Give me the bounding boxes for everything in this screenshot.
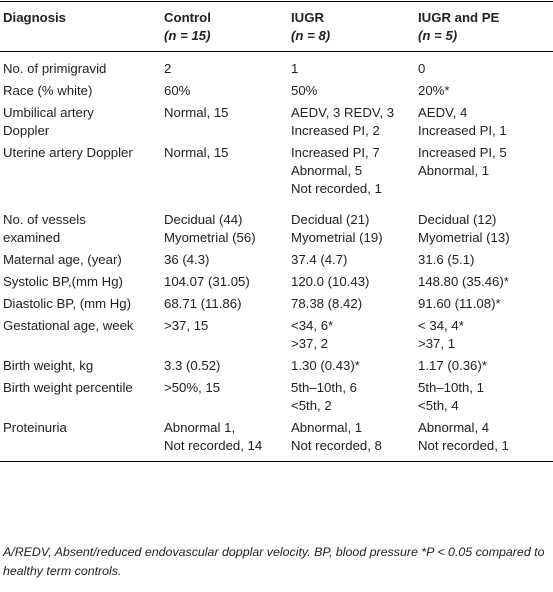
table-row — [0, 273, 553, 295]
control-cell-line: Normal, 15 — [164, 145, 229, 160]
control-cell-line: >50%, 15 — [164, 380, 221, 395]
row-label — [0, 52, 161, 83]
iugr-pe-cell-line: >37, 1 — [418, 336, 456, 351]
header-iugr-pe-n: (n = 5) — [418, 28, 458, 43]
iugr-cell — [288, 357, 415, 379]
iugr-pe-cell-line: 91.60 (11.08)* — [418, 296, 501, 311]
iugr-cell-line: >37, 2 — [291, 336, 329, 351]
iugr-pe-cell-line: Abnormal, 4 — [418, 420, 490, 435]
iugr-pe-cell-line: 31.6 (5.1) — [418, 252, 475, 267]
table-row — [0, 82, 553, 104]
control-cell — [161, 317, 288, 357]
iugr-cell — [288, 251, 415, 273]
table-row — [0, 104, 553, 144]
table-row — [0, 419, 553, 462]
iugr-pe-cell-line: Not recorded, 1 — [418, 438, 509, 453]
control-cell — [161, 419, 288, 462]
table-footnote: A/REDV, Absent/reduced endovascular dopplar velocity. BP, blood pressure *P < 0.05 compared to healthy term controls. — [3, 545, 545, 578]
iugr-cell-line: 5th–10th, 6 — [291, 380, 357, 395]
control-cell — [161, 295, 288, 317]
row-label-line: Birth weight, kg — [3, 358, 94, 373]
iugr-cell-line: 78.38 (8.42) — [291, 296, 363, 311]
control-cell — [161, 273, 288, 295]
iugr-pe-cell — [415, 295, 553, 317]
iugr-pe-cell-line: AEDV, 4 — [418, 105, 468, 120]
iugr-cell-line: Myometrial (19) — [291, 230, 383, 245]
iugr-cell-line: Not recorded, 1 — [291, 181, 382, 196]
header-iugr-pe — [415, 2, 553, 52]
row-label-line: Race (% white) — [3, 83, 93, 98]
table-row — [0, 144, 553, 202]
header-control-name: Control — [164, 10, 211, 25]
iugr-pe-cell — [415, 273, 553, 295]
iugr-cell-line: Abnormal, 5 — [291, 163, 363, 178]
iugr-pe-cell-line: <5th, 4 — [418, 398, 459, 413]
control-cell-line: Decidual (44) — [164, 212, 243, 227]
iugr-cell-line: Increased PI, 7 — [291, 145, 380, 160]
row-label-line: Uterine artery Doppler — [3, 145, 133, 160]
table-row — [0, 295, 553, 317]
row-label — [0, 104, 161, 144]
row-label — [0, 419, 161, 462]
iugr-pe-cell-line: Increased PI, 1 — [418, 123, 507, 138]
iugr-cell — [288, 144, 415, 202]
iugr-pe-cell-line: 148.80 (35.46)* — [418, 274, 509, 289]
iugr-cell-line: Not recorded, 8 — [291, 438, 382, 453]
row-label — [0, 317, 161, 357]
header-control-n: (n = 15) — [164, 28, 211, 43]
header-diagnosis: Diagnosis — [3, 10, 67, 25]
iugr-pe-cell — [415, 419, 553, 462]
header-iugr-pe-name: IUGR and PE — [418, 10, 500, 25]
row-label-line: Proteinuria — [3, 420, 67, 435]
control-cell-line: Normal, 15 — [164, 105, 229, 120]
iugr-cell-line: 37.4 (4.7) — [291, 252, 348, 267]
iugr-cell-line: <5th, 2 — [291, 398, 332, 413]
row-label — [0, 82, 161, 104]
table-row — [0, 379, 553, 419]
iugr-cell — [288, 104, 415, 144]
row-label-line: Diastolic BP, (mm Hg) — [3, 296, 131, 311]
row-label-line: examined — [3, 230, 61, 245]
table-row — [0, 202, 553, 251]
control-cell — [161, 202, 288, 251]
row-label — [0, 202, 161, 251]
row-label-line: Birth weight percentile — [3, 380, 133, 395]
row-label — [0, 357, 161, 379]
iugr-pe-cell-line: Abnormal, 1 — [418, 163, 490, 178]
iugr-cell — [288, 295, 415, 317]
header-control — [161, 2, 288, 52]
iugr-cell-line: 1.30 (0.43)* — [291, 358, 360, 373]
iugr-cell-line: <34, 6* — [291, 318, 334, 333]
iugr-cell-line: 50% — [291, 83, 318, 98]
table-header-row — [0, 2, 553, 52]
iugr-pe-cell — [415, 82, 553, 104]
iugr-cell — [288, 202, 415, 251]
control-cell-line: 60% — [164, 83, 191, 98]
table-body — [0, 52, 553, 462]
iugr-pe-cell-line: 1.17 (0.36)* — [418, 358, 487, 373]
table-row — [0, 251, 553, 273]
iugr-cell-line: 120.0 (10.43) — [291, 274, 370, 289]
iugr-pe-cell — [415, 379, 553, 419]
iugr-pe-cell — [415, 52, 553, 83]
iugr-pe-cell-line: < 34, 4* — [418, 318, 464, 333]
row-label-line: Gestational age, week — [3, 318, 134, 333]
patient-characteristics-table — [0, 1, 553, 462]
iugr-pe-cell — [415, 144, 553, 202]
iugr-cell-line: Decidual (21) — [291, 212, 370, 227]
row-label — [0, 379, 161, 419]
control-cell-line: Myometrial (56) — [164, 230, 256, 245]
control-cell — [161, 52, 288, 83]
row-label — [0, 295, 161, 317]
table-row — [0, 357, 553, 379]
header-iugr — [288, 2, 415, 52]
row-label-line: No. of vessels — [3, 212, 86, 227]
iugr-pe-cell-line: Myometrial (13) — [418, 230, 510, 245]
control-cell — [161, 379, 288, 419]
row-label-line: Umbilical artery — [3, 105, 94, 120]
iugr-cell-line: AEDV, 3 REDV, 3 — [291, 105, 395, 120]
table-row — [0, 317, 553, 357]
iugr-cell-line: Abnormal, 1 — [291, 420, 363, 435]
iugr-cell-line: 1 — [291, 61, 299, 76]
control-cell — [161, 104, 288, 144]
control-cell-line: 3.3 (0.52) — [164, 358, 221, 373]
iugr-pe-cell — [415, 104, 553, 144]
row-label — [0, 273, 161, 295]
iugr-pe-cell — [415, 202, 553, 251]
control-cell — [161, 144, 288, 202]
table-row — [0, 52, 553, 83]
iugr-pe-cell-line: Increased PI, 5 — [418, 145, 507, 160]
row-label-line: Doppler — [3, 123, 50, 138]
iugr-cell — [288, 317, 415, 357]
control-cell-line: 2 — [164, 61, 172, 76]
control-cell-line: >37, 15 — [164, 318, 209, 333]
iugr-pe-cell — [415, 251, 553, 273]
control-cell-line: 104.07 (31.05) — [164, 274, 250, 289]
control-cell — [161, 251, 288, 273]
iugr-cell — [288, 52, 415, 83]
control-cell-line: 36 (4.3) — [164, 252, 210, 267]
iugr-pe-cell-line: 5th–10th, 1 — [418, 380, 484, 395]
iugr-cell — [288, 419, 415, 462]
row-label — [0, 251, 161, 273]
row-label-line: No. of primigravid — [3, 61, 107, 76]
iugr-cell — [288, 273, 415, 295]
header-iugr-n: (n = 8) — [291, 28, 331, 43]
header-iugr-name: IUGR — [291, 10, 324, 25]
row-label-line: Maternal age, (year) — [3, 252, 122, 267]
iugr-pe-cell-line: Decidual (12) — [418, 212, 497, 227]
iugr-cell-line: Increased PI, 2 — [291, 123, 380, 138]
control-cell — [161, 357, 288, 379]
control-cell-line: 68.71 (11.86) — [164, 296, 242, 311]
iugr-pe-cell-line: 0 — [418, 61, 426, 76]
iugr-pe-cell-line: 20%* — [418, 83, 450, 98]
iugr-cell — [288, 82, 415, 104]
iugr-pe-cell — [415, 317, 553, 357]
row-label — [0, 144, 161, 202]
control-cell — [161, 82, 288, 104]
row-label-line: Systolic BP,(mm Hg) — [3, 274, 123, 289]
control-cell-line: Abnormal 1, — [164, 420, 236, 435]
iugr-cell — [288, 379, 415, 419]
control-cell-line: Not recorded, 14 — [164, 438, 263, 453]
iugr-pe-cell — [415, 357, 553, 379]
